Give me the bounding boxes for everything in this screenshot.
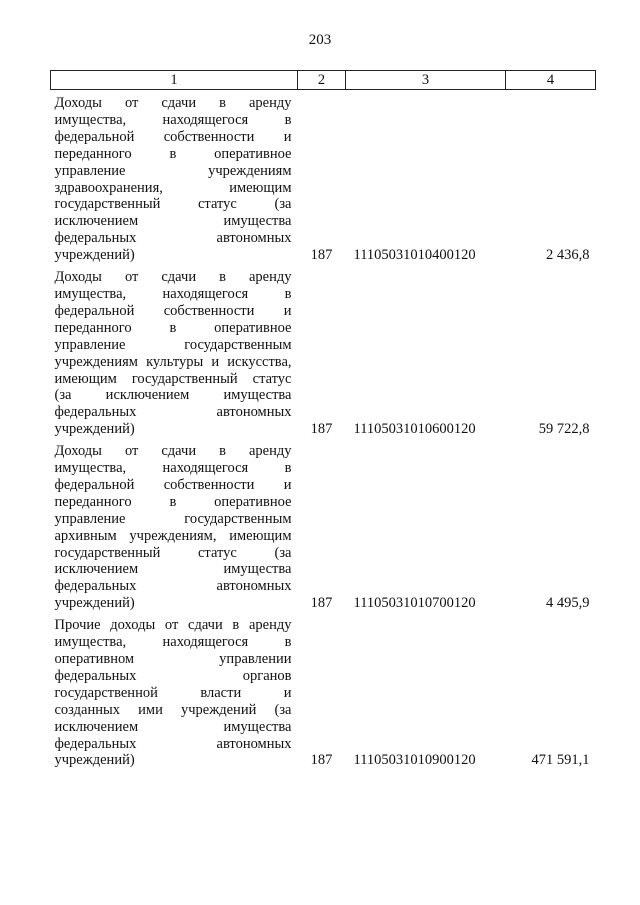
description-line: переданного в оперативное [54, 493, 292, 510]
description-line: созданных ими учреждений (за [54, 701, 292, 718]
description-last-line: учреждений) [54, 247, 135, 264]
description-line: Доходы от сдачи в аренду [54, 95, 292, 111]
description-line: оперативном управлении [54, 651, 292, 667]
description-line: архивным учреждениям, имеющим [54, 527, 292, 544]
budget-classification-code: 11105031010900120 [353, 752, 476, 769]
column-header-2: 2 [298, 71, 346, 90]
amount-value: 471 591,1 [531, 752, 590, 769]
column-header-1: 1 [51, 71, 298, 90]
budget-classification-code: 11105031010600120 [353, 421, 476, 438]
table-header-row [51, 71, 596, 90]
revenue-description [51, 90, 298, 265]
table-row [51, 438, 596, 612]
description-line: имущества, находящегося в [54, 634, 292, 651]
description-line: федеральной собственности и [54, 302, 292, 319]
description-last-line: учреждений) [54, 421, 135, 438]
description-line: федеральной собственности и [54, 476, 292, 493]
description-line: (за исключением имущества [54, 387, 292, 404]
revenue-table [50, 70, 596, 769]
amount-value: 59 722,8 [538, 421, 590, 438]
description-line: федеральных автономных [54, 230, 292, 247]
description-line: Прочие доходы от сдачи в аренду [54, 617, 292, 634]
description-last-line: учреждений) [54, 752, 135, 769]
revenue-description [51, 612, 298, 769]
description-line: федеральных автономных [54, 578, 292, 595]
description-line: учреждениям культуры и искусства, [54, 353, 292, 370]
administrator-code: 187 [310, 595, 333, 612]
amount-value: 2 436,8 [546, 247, 590, 264]
table-row [51, 264, 596, 438]
description-line: федеральных органов [54, 667, 292, 684]
column-header-3: 3 [346, 71, 506, 90]
administrator-code: 187 [310, 247, 333, 264]
description-line: федеральной собственности и [54, 128, 292, 145]
description-line: имущества, находящегося в [54, 460, 292, 477]
description-line: исключением имущества [54, 718, 292, 735]
description-line: государственной власти и [54, 684, 292, 701]
description-last-line: учреждений) [54, 595, 135, 612]
description-line: Доходы от сдачи в аренду [54, 443, 292, 460]
description-line: федеральных автономных [54, 404, 292, 421]
page-number: 203 [308, 32, 332, 48]
administrator-code: 187 [310, 421, 333, 438]
description-line: управление учреждениям [54, 162, 292, 179]
revenue-description [51, 438, 298, 612]
description-line: исключением имущества [54, 561, 292, 578]
description-line: федеральных автономных [54, 735, 292, 752]
description-line: имущества, находящегося в [54, 285, 292, 302]
administrator-code: 187 [310, 752, 333, 769]
budget-classification-code: 11105031010400120 [353, 247, 476, 264]
description-line: государственный статус (за [54, 196, 292, 213]
revenue-description [51, 264, 298, 438]
budget-classification-code: 11105031010700120 [353, 595, 476, 612]
description-line: управление государственным [54, 510, 292, 527]
description-line: переданного в оперативное [54, 319, 292, 336]
description-line: исключением имущества [54, 213, 292, 230]
description-line: управление государственным [54, 336, 292, 353]
description-line: Доходы от сдачи в аренду [54, 269, 292, 286]
description-line: здравоохранения, имеющим [54, 179, 292, 196]
description-line: переданного в оперативное [54, 145, 292, 162]
column-header-4: 4 [506, 71, 596, 90]
description-line: государственный статус (за [54, 544, 292, 561]
table-body [51, 90, 596, 770]
description-line: имущества, находящегося в [54, 111, 292, 128]
table-row [51, 90, 596, 265]
description-line: имеющим государственный статус [54, 370, 292, 387]
amount-value: 4 495,9 [546, 595, 590, 612]
table-row [51, 612, 596, 769]
